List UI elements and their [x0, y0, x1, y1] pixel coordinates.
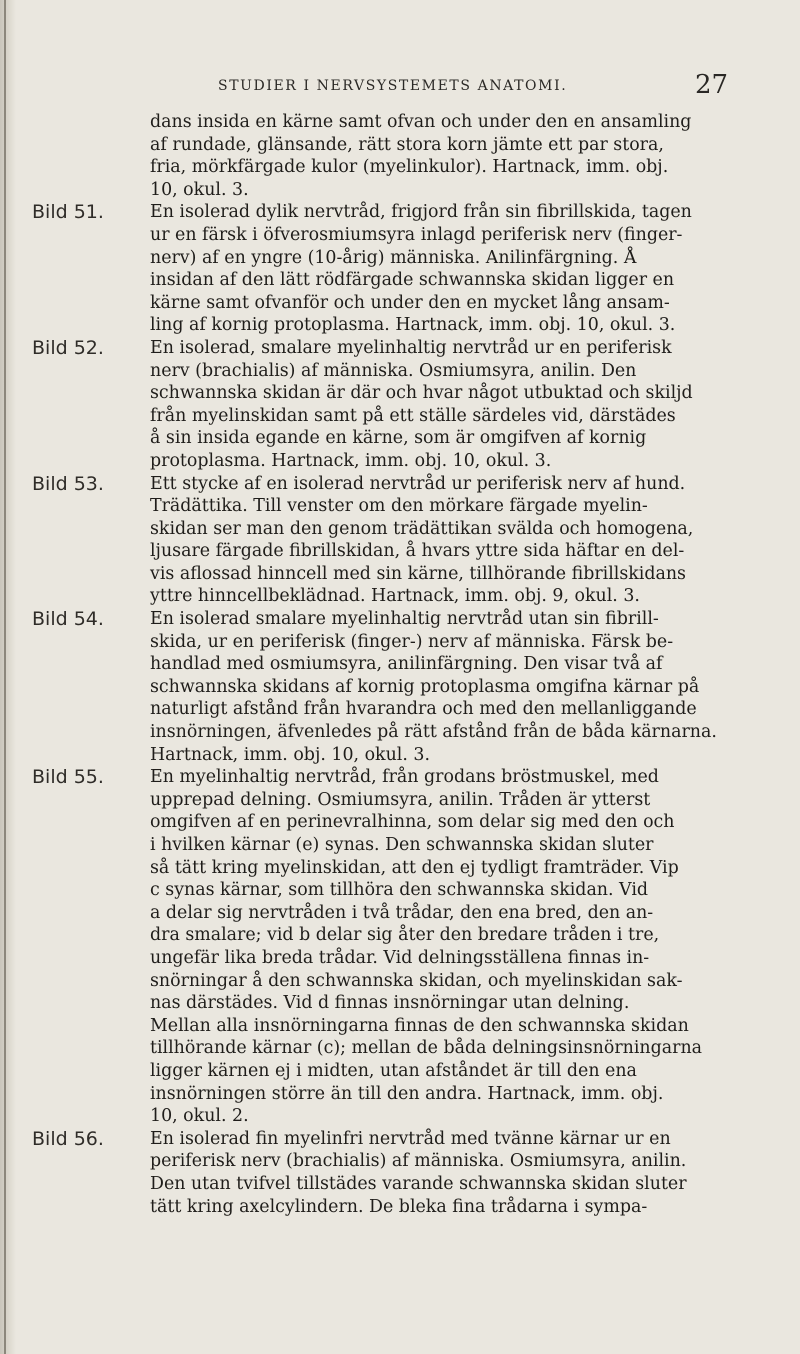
entry-bild-52 [32, 337, 732, 473]
entry-bild-55 [32, 766, 732, 1128]
entry-continuation [32, 111, 732, 201]
entry-bild-54 [32, 608, 732, 766]
entry-label: Bild 56. [32, 1127, 104, 1150]
entry-label: Bild 52. [32, 336, 104, 359]
entry-text: dans insida en kärne samt ofvan och under den en ansamling af rundade, glänsande, rätt stora korn jämte ett par stora, fria, mörkfärgade kulor (myelinkulor). Hartnack, imm. obj. 10, okul. 3. [150, 112, 692, 200]
page-body [32, 111, 732, 1218]
entry-text: En isolerad smalare myelinhaltig nervtråd utan sin fibrill- skida, ur en periferisk (finger-) nerv af människa. Färsk be- handlad med osmiumsyra, anilinfärgning. Den visar två af schwannska skidans af kornig protoplasma omgifna kärnar på naturligt afstånd från hvarandra och med den mellanliggande insnörningen, äfvenledes på rätt afstånd från de båda kärnarna. Hartnack, imm. obj. 10, okul. 3. [150, 609, 717, 765]
entry-bild-53 [32, 473, 732, 609]
entry-label: Bild 55. [32, 766, 104, 789]
entry-label: Bild 53. [32, 472, 104, 495]
entry-text: En isolerad fin myelinfri nervtråd med tvänne kärnar ur en periferisk nerv (brachialis) af människa. Osmiumsyra, anilin. Den utan tvifvel tillstädes varande schwannska skidan sluter tätt kring axelcylindern. De bleka fina trådarna i sympa- [150, 1128, 687, 1217]
entry-label: Bild 54. [32, 608, 104, 631]
page-header [0, 70, 800, 100]
book-binding-edge [0, 0, 16, 1354]
entry-text: En myelinhaltig nervtråd, från grodans bröstmuskel, med upprepad delning. Osmiumsyra, anilin. Tråden är ytterst omgifven af en perinevralhinna, som delar sig med den och i hvilken kärnar (e) synas. Den schwannska skidan sluter så tätt kring myelinskidan, att den ej tydligt framträder. Vip c synas kärnar, som tillhöra den schwannska skidan. Vid a delar sig nervtråden i två trådar, den ena bred, den an- dra smalare; vid b delar sig åter den bredare tråden i tre, ungefär lika breda trådar. Vid delningsställena finnas in- snörningar å den schwannska skidan, och myelinskidan sak- nas därstädes. Vid d finnas insnörningar utan delning. Mellan alla insnörningarna finnas de den schwannska skidan tillhörande kärnar (c); mellan de båda delningsinsnörningarna ligger kärnen ej i midten, utan afståndet är till den ena insnörningen större än till den andra. Hartnack, imm. obj. 10, okul. 2. [150, 767, 703, 1127]
running-head: STUDIER I NERVSYSTEMETS ANATOMI. [218, 78, 568, 94]
entry-bild-51 [32, 201, 732, 337]
entry-bild-56 [32, 1128, 732, 1218]
entry-text: Ett stycke af en isolerad nervtråd ur periferisk nerv af hund. Trädättika. Till venster om den mörkare färgade myelin- skidan ser man den genom trädättikan svälda och homogena, ljusare färgade fibrillskidan, å hvars yttre sida häftar en del- vis aflossad hinncell med sin kärne, tillhörande fibrillskidans yttre hinncellbeklädnad. Hartnack, imm. obj. 9, okul. 3. [150, 473, 694, 607]
entry-text: En isolerad, smalare myelinhaltig nervtråd ur en periferisk nerv (brachialis) af människa. Osmiumsyra, anilin. Den schwannska skidan är där och hvar något utbuktad och skiljd från myelinskidan samt på ett ställe särdeles vid, därstädes å sin insida egande en kärne, som är omgifven af kornig protoplasma. Hartnack, imm. obj. 10, okul. 3. [150, 337, 693, 471]
entry-label: Bild 51. [32, 201, 104, 224]
binding-line [4, 0, 6, 1354]
page-number: 27 [695, 70, 729, 100]
entry-text: En isolerad dylik nervtråd, frigjord från sin fibrillskida, tagen ur en färsk i öfverosmiumsyra inlagd periferisk nerv (finger- nerv) af en yngre (10-årig) människa. Anilinfärgning. Å insidan af den lätt rödfärgade schwannska skidan ligger en kärne samt ofvanför och under den en mycket lång ansam- ling af kornig protoplasma. Hartnack, imm. obj. 10, okul. 3. [150, 202, 692, 336]
